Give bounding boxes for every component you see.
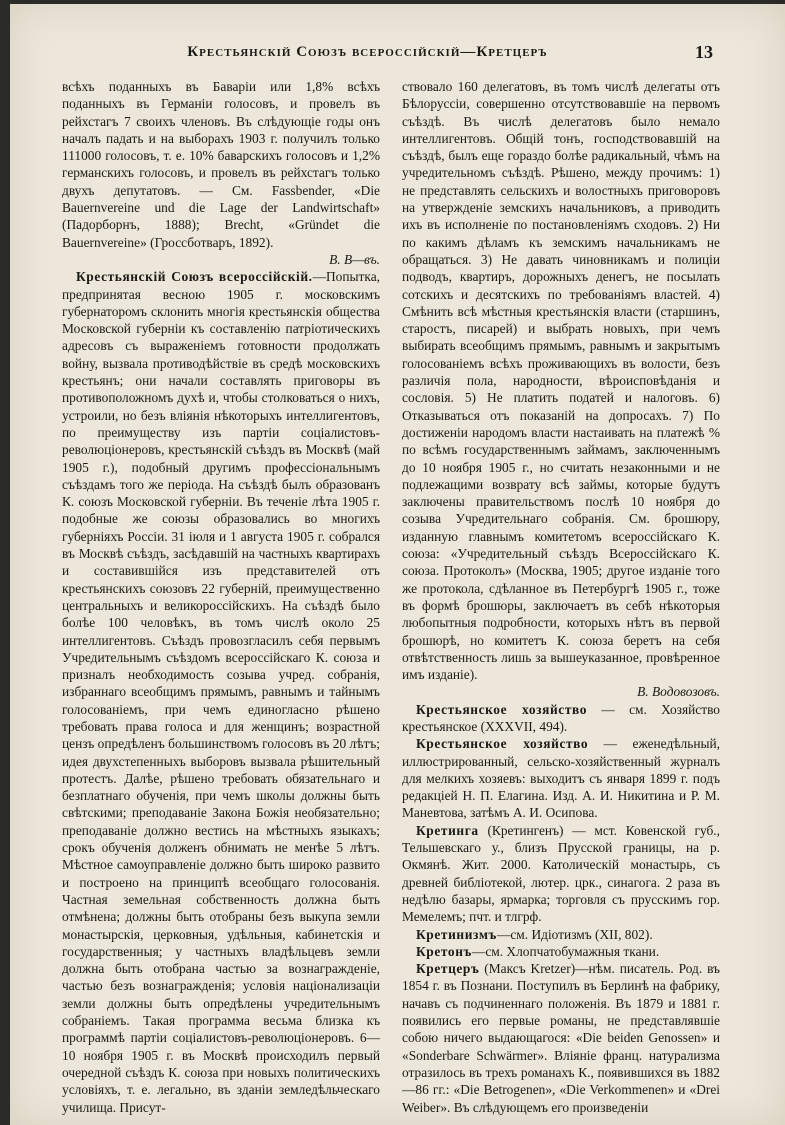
- running-title: Крестьянскій Союзъ всероссійскій—Кретцеръ: [187, 44, 548, 60]
- entry-peasant-union: [62, 268, 380, 1116]
- entry-headword: Кретонъ: [416, 943, 472, 959]
- entry-text: —Попытка, предпринятая весною 1905 г. московскимъ губернаторомъ склонить многія крестьянскія общества Московской губерніи къ составленію патріотическихъ адресовъ съ выраженіемъ готовности продолжать войну, вызвала противодѣйствіе въ средѣ московскихъ крестьянъ; они начали составлять приговоры въ противоположномъ духѣ и, чтобы столковаться о нихъ, устроили, но безъ вліянія нѣкоторыхъ интеллигентовъ, по преимуществу изъ партіи соціалистовъ-революціонеровъ, крестьянскій съѣздъ въ Москвѣ (май 1905 г.), подобный другимъ профессіональнымъ съѣздамъ того же періода. На съѣздѣ былъ образованъ К. союзъ Московской губерніи. Въ теченіе лѣта 1905 г. подобные же союзы образовались во многихъ губерніяхъ Россіи. 31 іюля и 1 августа 1905 г. собрался въ Москвѣ съѣздъ, засѣдавшій на частныхъ квартирахъ и составившійся изъ представителей отъ крестьянскихъ союзовъ 22 губерній, преимущественно центральныхъ и великороссійскихъ. На съѣздѣ было болѣе 100 человѣкъ, въ томъ числѣ около 25 интеллигентовъ. Съѣздъ провозгласилъ себя первымъ Учредительнымъ съѣздомъ всероссійскаго К. союза и призналъ необходимость созыва учред. собранія, избраннаго всеобщимъ прямымъ, равнымъ и тайнымъ голосованіемъ, при чемъ единогласно рѣшено требовать права голоса и для женщинъ; возрастной цензъ опредѣленъ большинствомъ голосовъ въ 20 лѣтъ; идея двухстепенныхъ выборовъ вызвала рѣшительный протестъ. Далѣе, рѣшено требовать обязательнаго и безплатнаго обученія, при чемъ школы должны быть свѣтскими; преподаваніе Закона Божія необязательно; преподаваніе должно вестись на мѣстныхъ языкахъ; срокъ обученія долженъ обнимать не менѣе 5 лѣтъ. Мѣстное самоуправленіе должно быть широко развито и построено на принципѣ всеобщаго голосованія. Частная земельная собственность должна быть отмѣнена; должны быть отобраны безъ выкупа земли монастырскія, церковныя, удѣльныя, кабинетскія и государственныя; у частныхъ владѣльцевъ земли должна быть отобрана частью за вознагражденіе, частью безъ вознагражденія; условія націонализаціи земли должны быть опредѣлены учредительнымъ собраніемъ. Такая программа весьма близка къ программѣ партіи соціалистовъ-революціонеровъ. 6—10 ноября 1905 г. въ Москвѣ происходилъ первый очередной съѣздъ К. союза при новыхъ политическихъ условіяхъ, т. е. легально, въ зданіи земледѣльческаго училища. Присут-: [62, 269, 380, 1115]
- paragraph-continued: ствовало 160 делегатовъ, въ томъ числѣ делегаты отъ Бѣлоруссіи, совершенно отсутствовавшіе на первомъ съѣздѣ. Въ числѣ делегатовъ было немало интеллигентовъ. Общій тонъ, господствовавшій на съѣздѣ, былъ еще гораздо болѣе радикальный, чѣмъ на учредительномъ съѣздѣ. Рѣшено, между прочимъ: 1) не представлять сельскихъ и волостныхъ приговоровъ на утвержденіе земскихъ начальниковъ, а приводить ихъ въ исполненіе по постановленіямъ сходовъ. 2) Ни по какимъ дѣламъ къ земскимъ начальникамъ не обращаться. 3) Не давать чиновникамъ и полиціи подводъ, квартиръ, дорожныхъ денегъ, не посылать сотскихъ и десятскихъ по требованіямъ властей. 4) Смѣнить всѣ мѣстныя крестьянскія власти (старшинъ, старостъ, писарей) и выбрать новыхъ, при чемъ выбирать всеобщимъ прямымъ, равнымъ и закрытымъ голосованіемъ всѣхъ проживающихъ въ волости, безъ различія пола, народности, вѣроисповѣданія и сословія. 5) Не платить податей и налоговъ. 6) Отказываться отъ показаній на допросахъ. 7) По достиженіи народомъ власти настаивать на платежѣ % по всѣмъ государственнымъ займамъ, заключеннымъ до 10 ноября 1905 г., но считать незаконными и не подлежащими возврату всѣ займы, которые будутъ заключены правительствомъ послѣ 10 ноября до созыва Учредительнаго собранія. См. брошюру, изданную главнымъ комитетомъ всероссійскаго К. союза: «Учредительный съѣздъ Всероссійскаго К. союза. Протоколъ» (Москва, 1905; другое изданіе того же протокола, сдѣланное въ Петербургѣ 1905 г., тоже въ формѣ брошюры, заключаетъ въ себѣ нѣкоторыя любопытныя подробности, которыхъ нѣтъ въ первой брошюрѣ, но комитетъ К. союза беретъ на себя отвѣтственность лишь за вышеуказанное, провѣренное имъ изданіе).: [402, 79, 720, 683]
- entry-headword: Крестьянское хозяйство: [416, 701, 588, 717]
- entry-text: (Максъ Kretzer)—нѣм. писатель. Род. въ 1854 г. въ Познани. Поступилъ въ Берлинѣ на фабрику, начавъ съ подчиненнаго положенія. Въ 1879 и 1881 г. появились его первые романы, не представлявшіе собою ничего выдающагося: «Die beiden Genossen» и «Sonderbare Schwärmer». Вліяніе франц. натурализма отразилось въ трехъ романахъ К., появившихся въ 1882—86 гг.: «Die Betrogenen», «Die Verkommenen» и «Drei Weiber». Въ слѣдующемъ его произведеніи: [402, 961, 720, 1115]
- author-signature: В. Водовозовъ.: [637, 684, 720, 700]
- entry-headword: Кретцеръ: [416, 961, 480, 977]
- left-column: [62, 78, 380, 1116]
- entry-kretzer: [402, 960, 720, 1116]
- entry-text: —см. Хлопчатобумажныя ткани.: [471, 943, 660, 959]
- entry-cretonne: [402, 943, 720, 960]
- entry-headword: Крестьянское хозяйство: [416, 736, 589, 752]
- entry-headword: Крестьянскій Союзъ всероссійскій.: [76, 269, 313, 285]
- entry-peasant-economy-ref: [402, 701, 720, 736]
- entry-cretinism: [402, 926, 720, 943]
- author-signature: В. В—въ.: [329, 251, 380, 267]
- entry-text: —см. Идіотизмъ (XII, 802).: [496, 926, 653, 942]
- entry-headword: Кретинизмъ: [416, 926, 497, 942]
- book-page: [10, 4, 785, 1125]
- entry-text: — см. Хозяйство крестьянское (XXXVII, 494).: [402, 701, 720, 734]
- entry-text: (Кретингенъ) — мст. Ковенской губ., Тельшевскаго у., близъ Прусской границы, на р. Окмянѣ. Жит. 2000. Католическій монастырь, съ древней библіотекой, лютер. црк., синагога. 2 раза въ недѣлю базары, ярмарка; торговля съ прусскимъ гор. Мемелемъ; пчт. и тлгрф.: [402, 822, 720, 925]
- paragraph-continued: всѣхъ поданныхъ въ Баваріи или 1,8% всѣхъ поданныхъ въ Германіи голосовъ, и провелъ въ рейхстагъ 7 своихъ членовъ. Въ слѣдующіе годы онъ началъ падать и на выборахъ 1903 г. получилъ только 111000 голосовъ, т. е. 10% баварскихъ голосовъ и 1,2% германскихъ голосовъ, и провелъ въ рейхстагъ только двухъ депутатовъ. — См. Fassbender, «Die Bauernvereine und die Lage der Landwirtschaft» (Падорборнъ, 1888); Brecht, «Gründet die Bauernvereine» (Гроссботваръ, 1892).: [62, 79, 380, 250]
- entry-kretinga: [402, 822, 720, 926]
- entry-peasant-economy-journal: [402, 735, 720, 821]
- page-header: [62, 44, 713, 68]
- entry-text: — еженедѣльный, иллюстрированный, сельско-хозяйственный журналъ для мелкихъ хозяевъ: выходитъ съ января 1899 г. подъ редакціей Н. П. Елагина. Изд. А. И. Никитина и Р. М. Маневтова, затѣмъ А. И. Осипова.: [402, 736, 720, 821]
- page-number: 13: [695, 42, 713, 62]
- entry-headword: Кретинга: [416, 822, 479, 838]
- right-column: [402, 78, 720, 1116]
